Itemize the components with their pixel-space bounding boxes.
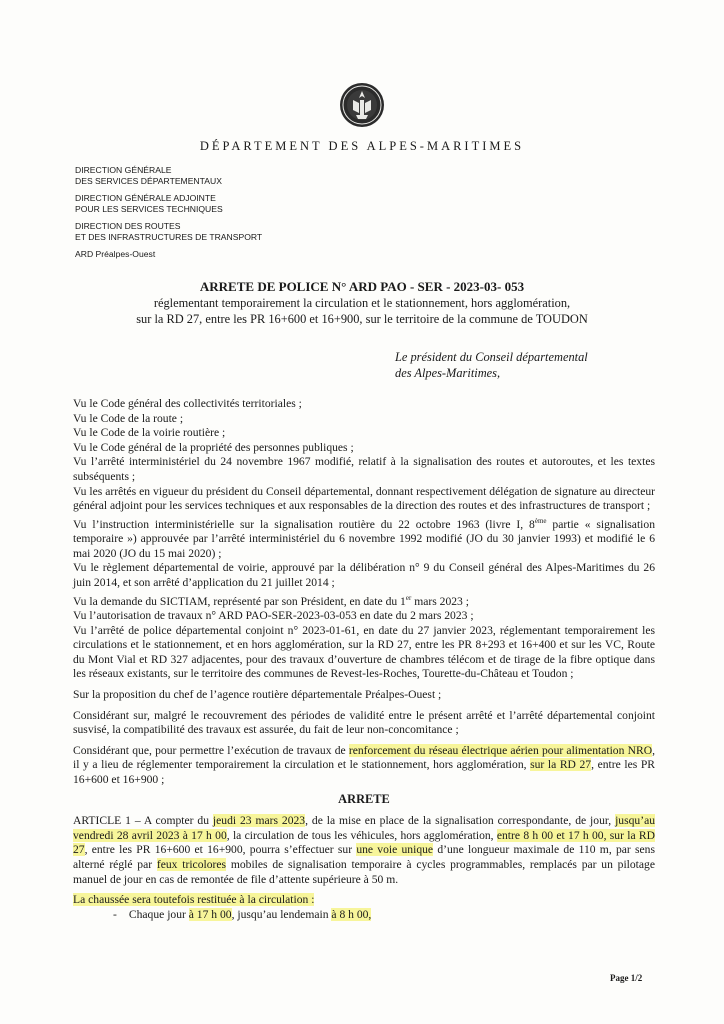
vu-superscript: er	[405, 593, 412, 602]
vu-item	[73, 591, 655, 609]
text-span: , jusqu’au lendemain	[231, 907, 332, 921]
vu-text: mars 2023 ;	[411, 594, 469, 608]
vu-item: Vu le Code de la voirie routière ;	[73, 426, 226, 440]
highlighted-text: jusqu’au vendredi 28 avril 2023 à 17 h 00	[73, 814, 656, 842]
proposition-paragraph: Sur la proposition du chef de l’agence routière départementale Préalpes-Ouest ;	[73, 688, 442, 701]
text-span: , il y a lieu de réglementer temporairement la circulation et le stationnement, hors agglomération,	[73, 743, 655, 772]
text-span: d’une longueur maximale de 110 m, par sens alterné réglé par	[73, 843, 655, 871]
vu-item: Vu le Code général des collectivités territoriales ;	[73, 397, 302, 410]
highlighted-text: à 8 h 00,	[331, 907, 372, 921]
vu-item: Vu le Code de la route ;	[73, 411, 184, 425]
text-span: mobiles de signalisation temporaire à cycles programmables, remplacés par un pilotage manuel de jour en cas de remontée de file d’attente supérieure à 50 m.	[73, 857, 655, 886]
president-block	[395, 349, 588, 381]
restitution-item	[73, 908, 655, 923]
vu-item: Vu le Code général de la propriété des personnes publiques ;	[73, 440, 354, 454]
arrete-heading: ARRETE	[338, 791, 390, 806]
text-span: ARTICLE 1 – A compter du	[73, 814, 213, 828]
page-number: Page 1/2	[610, 973, 643, 983]
text-span: , entre les PR 16+600 et 16+900 ;	[73, 758, 655, 786]
highlighted-text: jeudi 23 mars 2023	[212, 814, 306, 828]
subtitle-line-2: sur la RD 27, entre les PR 16+600 et 16+900, sur le territoire de la commune de TOUDON	[136, 311, 588, 326]
highlighted-text: feux tricolores	[156, 857, 227, 871]
vu-text: Vu la demande du SICTIAM, représenté par son Président, en date du 1	[73, 594, 406, 608]
dash-marker: -	[113, 907, 117, 921]
vu-item: Vu l’arrêté de police départemental conjoint n° 2023-01-61, en date du 27 janvier 2023, réglementant temporairement les circulations et le stationnement, et en hors agglomération, sur la RD 27, entre les PR 8+293 et 16+400 et sur les VC, Route du Mont Vial et RD 327 adjacentes, pour des travaux d’ouverture de chambres télécom et de tirage de la fibre optique dans les réseaux existants, sur le territoire des communes de Revest-les-Roches, Tourette-du-Château et Toudon ;	[73, 623, 655, 681]
vu-item	[73, 514, 655, 562]
president-line-2: des Alpes-Maritimes,	[395, 366, 501, 380]
department-seal-icon	[339, 82, 385, 128]
vu-item: Vu le règlement départemental de voirie, approuvé par la délibération n° 9 du Conseil général des Alpes-Maritimes du 26 juin 2014, et son arrêté d’application du 21 juillet 2014 ;	[73, 561, 655, 589]
vu-text: partie « signalisation temporaire ») approuvée par l’arrêté interministériel du 6 novembre 1992 modifié (JO du 30 janvier 1993) et modifié le 6 mai 2020 (JO du 15 mai 2020) ;	[73, 517, 655, 560]
direction-generale: DIRECTION GÉNÉRALE DES SERVICES DÉPARTEMENTAUX	[75, 165, 222, 186]
vu-item: Vu l’arrêté interministériel du 24 novembre 1967 modifié, relatif à la signalisation des routes et autoroutes, et les textes subséquents ;	[73, 455, 655, 483]
considerant-paragraph-1: Considérant sur, malgré le recouvrement des périodes de validité entre le présent arrêté et l’arrêté départemental conjoint susvisé, la compatibilité des travaux est assurée, du fait de leur non-concomitance ;	[73, 708, 655, 737]
article-1	[73, 814, 655, 887]
text-span: Considérant que, pour permettre l’exécution de travaux de	[73, 743, 349, 757]
highlighted-text: renforcement du réseau électrique aérien pour alimentation NRO	[348, 743, 653, 757]
president-line-1: Le président du Conseil départemental	[395, 350, 588, 364]
vu-superscript: ème	[534, 516, 547, 525]
highlighted-text: entre 8 h 00 et 17 h 00, sur la RD 27	[73, 828, 655, 857]
direction-routes: DIRECTION DES ROUTES ET DES INFRASTRUCTURES DE TRANSPORT	[75, 221, 263, 242]
document-body	[73, 397, 655, 922]
text-span: , la circulation de tous les véhicules, hors agglomération,	[226, 828, 497, 842]
subtitle-line-1: réglementant temporairement la circulation et le stationnement, hors agglomération,	[153, 296, 571, 310]
arrete-subtitle	[0, 296, 724, 327]
unit-name: ARD Préalpes-Ouest	[75, 249, 156, 259]
highlighted-text: à 17 h 00	[188, 907, 232, 921]
text-span: , de la mise en place de la signalisation correspondante, de jour,	[305, 814, 616, 828]
department-title: DÉPARTEMENT DES ALPES-MARITIMES	[199, 139, 525, 153]
highlighted-text: La chaussée sera toutefois restituée à la circulation :	[73, 893, 315, 907]
direction-adjointe: DIRECTION GÉNÉRALE ADJOINTE POUR LES SERVICES TECHNIQUES	[75, 193, 223, 214]
directions-block	[75, 165, 375, 260]
vu-text: Vu l’instruction interministérielle sur la signalisation routière du 22 octobre 1963 (livre I, 8	[73, 517, 535, 531]
text-span: Chaque jour	[128, 907, 189, 921]
text-span: , entre les PR 16+600 et 16+900, pourra s’effectuer sur	[84, 843, 357, 857]
restitution-heading	[73, 893, 655, 908]
highlighted-text: une voie unique	[356, 843, 434, 857]
vu-item: Vu l’autorisation de travaux n° ARD PAO-SER-2023-03-053 en date du 2 mars 2023 ;	[73, 609, 474, 623]
vu-item: Vu les arrêtés en vigueur du président du Conseil départemental, donnant respectivement délégation de signature au directeur général adjoint pour les services techniques et aux responsables de la direction des routes et des infrastructures de transport ;	[73, 484, 655, 513]
highlighted-text: sur la RD 27	[530, 758, 592, 772]
considerant-paragraph-2	[73, 744, 655, 788]
arrete-title: ARRETE DE POLICE N° ARD PAO - SER - 2023-03- 053	[199, 279, 525, 294]
